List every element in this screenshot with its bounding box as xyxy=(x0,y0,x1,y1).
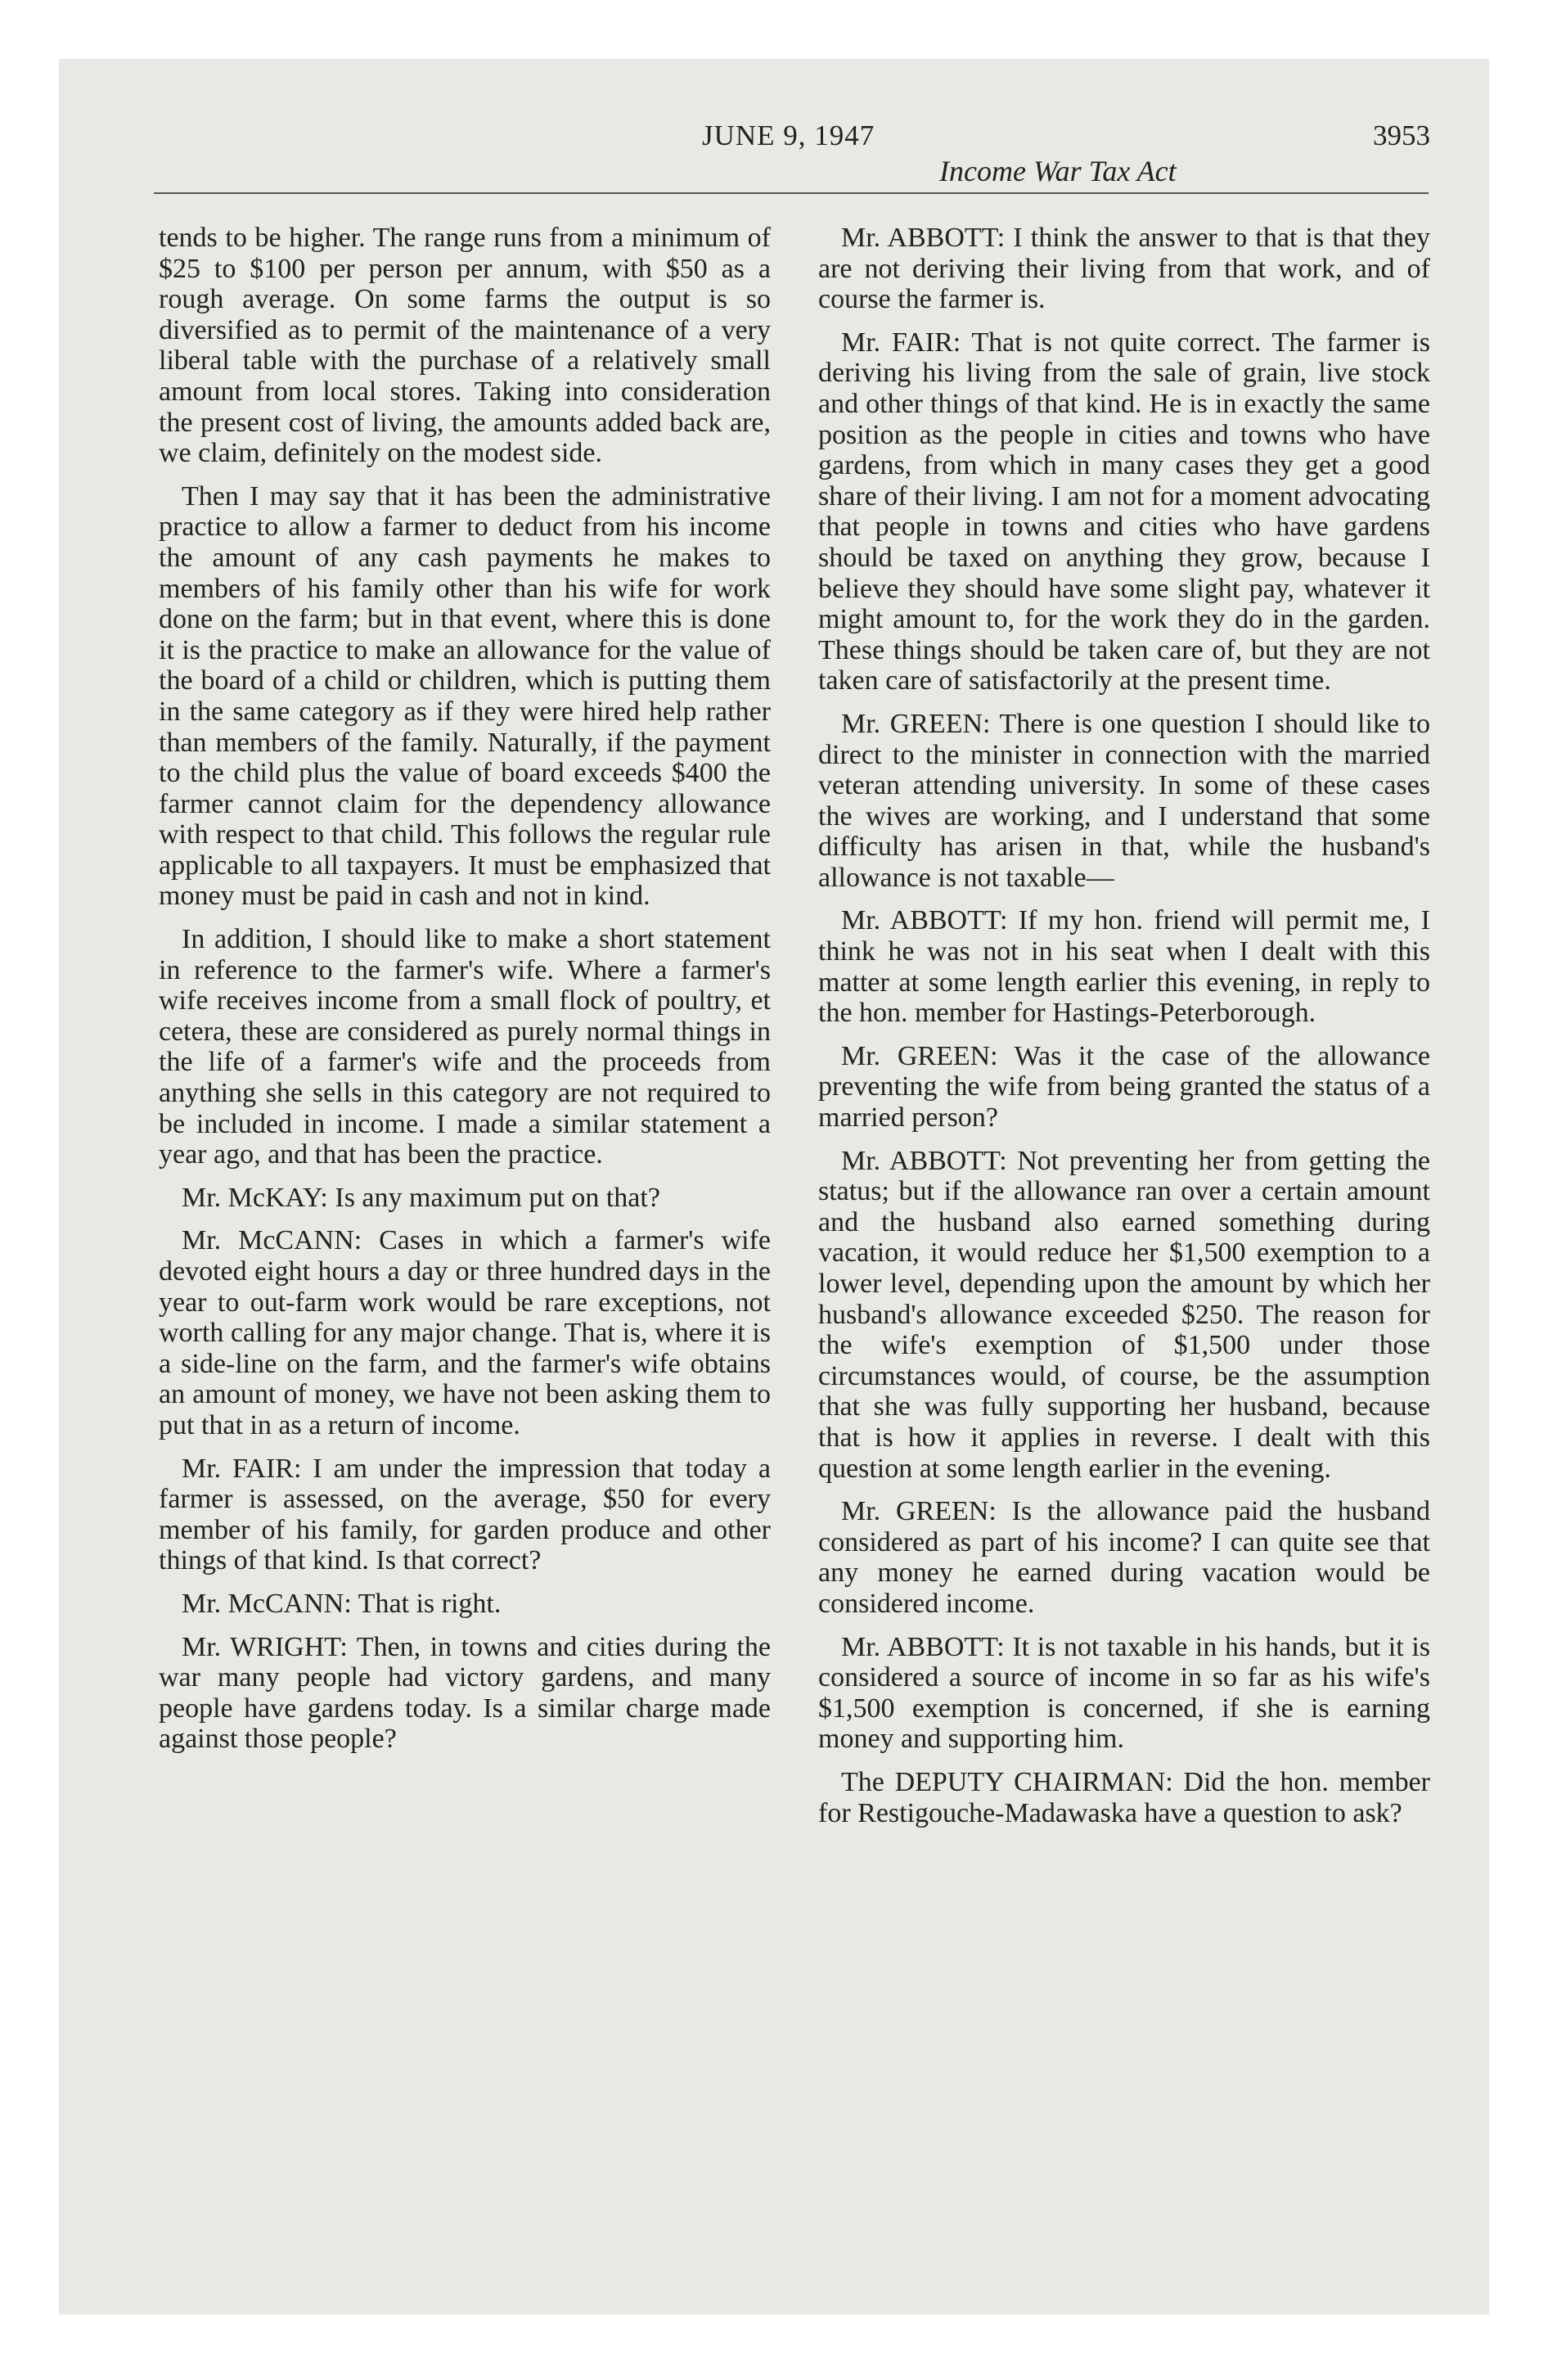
paragraph: Mr. GREEN: There is one question I should like to direct to the minister in connection with the married veteran attending university. In some of these cases the wives are working, and I understand that some difficulty has arisen in that, while the husband's allowance is not taxable— xyxy=(818,708,1430,893)
paragraph: Mr. ABBOTT: I think the answer to that is that they are not deriving their living from that work, and of course the farmer is. xyxy=(818,223,1430,315)
left-column xyxy=(159,223,771,1767)
paragraph: In addition, I should like to make a short statement in reference to the farmer's wife. Where a farmer's wife receives income from a small flock of poultry, et cetera, these are considered as purely normal things in the life of a farmer's wife and the proceeds from anything she sells in this category are not required to be included in income. I made a similar statement a year ago, and that has been the practice. xyxy=(159,924,771,1170)
paragraph: tends to be higher. The range runs from a minimum of $25 to $100 per person per annum, with $50 as a rough average. On some farms the output is so diversified as to permit of the maintenance of a very liberal table with the purchase of a relatively small amount from local stores. Taking into consideration the present cost of living, the amounts added back are, we claim, definitely on the modest side. xyxy=(159,223,771,469)
header-date: JUNE 9, 1947 xyxy=(702,119,875,151)
paragraph: Mr. McCANN: That is right. xyxy=(182,1588,502,1619)
page-number: 3953 xyxy=(1373,119,1430,151)
header-rule xyxy=(154,192,1429,194)
right-column xyxy=(818,223,1430,1841)
running-title: Income War Tax Act xyxy=(939,155,1177,187)
paragraph: Mr. ABBOTT: If my hon. friend will permit me, I think he was not in his seat when I dealt with this matter at some length earlier this evening, in reply to the hon. member for Hastings-Peterborough. xyxy=(818,905,1430,1029)
paragraph: Mr. FAIR: I am under the impression that today a farmer is assessed, on the average, $50 for every member of his family, for garden produce and other things of that kind. Is that correct? xyxy=(159,1453,771,1576)
paragraph: Mr. GREEN: Was it the case of the allowance preventing the wife from being granted the status of a married person? xyxy=(818,1040,1430,1134)
paragraph: The DEPUTY CHAIRMAN: Did the hon. member for Restigouche-Madawaska have a question to ask? xyxy=(818,1766,1430,1828)
paragraph: Then I may say that it has been the administrative practice to allow a farmer to deduct from his income the amount of any cash payments he makes to members of his family other than his wife for work done on the farm; but in that event, where this is done it is the practice to make an allowance for the value of the board of a child or children, which is putting them in the same category as if they were hired help rather than members of the family. Naturally, if the payment to the child plus the value of board exceeds $400 the farmer cannot claim for the dependency allowance with respect to that child. This follows the regular rule applicable to all taxpayers. It must be emphasized that money must be paid in cash and not in kind. xyxy=(159,480,771,912)
paragraph: Mr. McKAY: Is any maximum put on that? xyxy=(182,1182,660,1213)
paragraph: Mr. McCANN: Cases in which a farmer's wife devoted eight hours a day or three hundred days in the year to out-farm work would be rare exceptions, not worth calling for any major change. That is, where it is a side-line on the farm, and the farmer's wife obtains an amount of money, we have not been asking them to put that in as a return of income. xyxy=(159,1225,771,1440)
paragraph: Mr. ABBOTT: It is not taxable in his hands, but it is considered a source of income in so far as his wife's $1,500 exemption is concerned, if she is earning money and supporting him. xyxy=(818,1631,1430,1755)
paragraph: Mr. GREEN: Is the allowance paid the husband considered as part of his income? I can quite see that any money he earned during vacation would be considered income. xyxy=(818,1496,1430,1619)
paragraph: Mr. ABBOTT: Not preventing her from getting the status; but if the allowance ran over a certain amount and the husband also earned something during vacation, it would reduce her $1,500 exemption to a lower level, depending upon the amount by which her husband's allowance exceeded $250. The reason for the wife's exemption of $1,500 under those circumstances would, of course, be the assumption that she was fully supporting her husband, because that is how it applies in reverse. I dealt with this question at some length earlier in the evening. xyxy=(818,1145,1430,1484)
paragraph: Mr. WRIGHT: Then, in towns and cities during the war many people had victory gardens, and many people have gardens today. Is a similar charge made against those people? xyxy=(159,1631,771,1755)
paragraph: Mr. FAIR: That is not quite correct. The farmer is deriving his living from the sale of grain, live stock and other things of that kind. He is in exactly the same position as the people in cities and towns who have gardens, from which in many cases they get a good share of their living. I am not for a moment advocating that people in towns and cities who have gardens should be taxed on anything they grow, because I believe they should have some slight pay, whatever it might amount to, for the work they do in the garden. These things should be taken care of, but they are not taken care of satisfactorily at the present time. xyxy=(818,327,1430,696)
